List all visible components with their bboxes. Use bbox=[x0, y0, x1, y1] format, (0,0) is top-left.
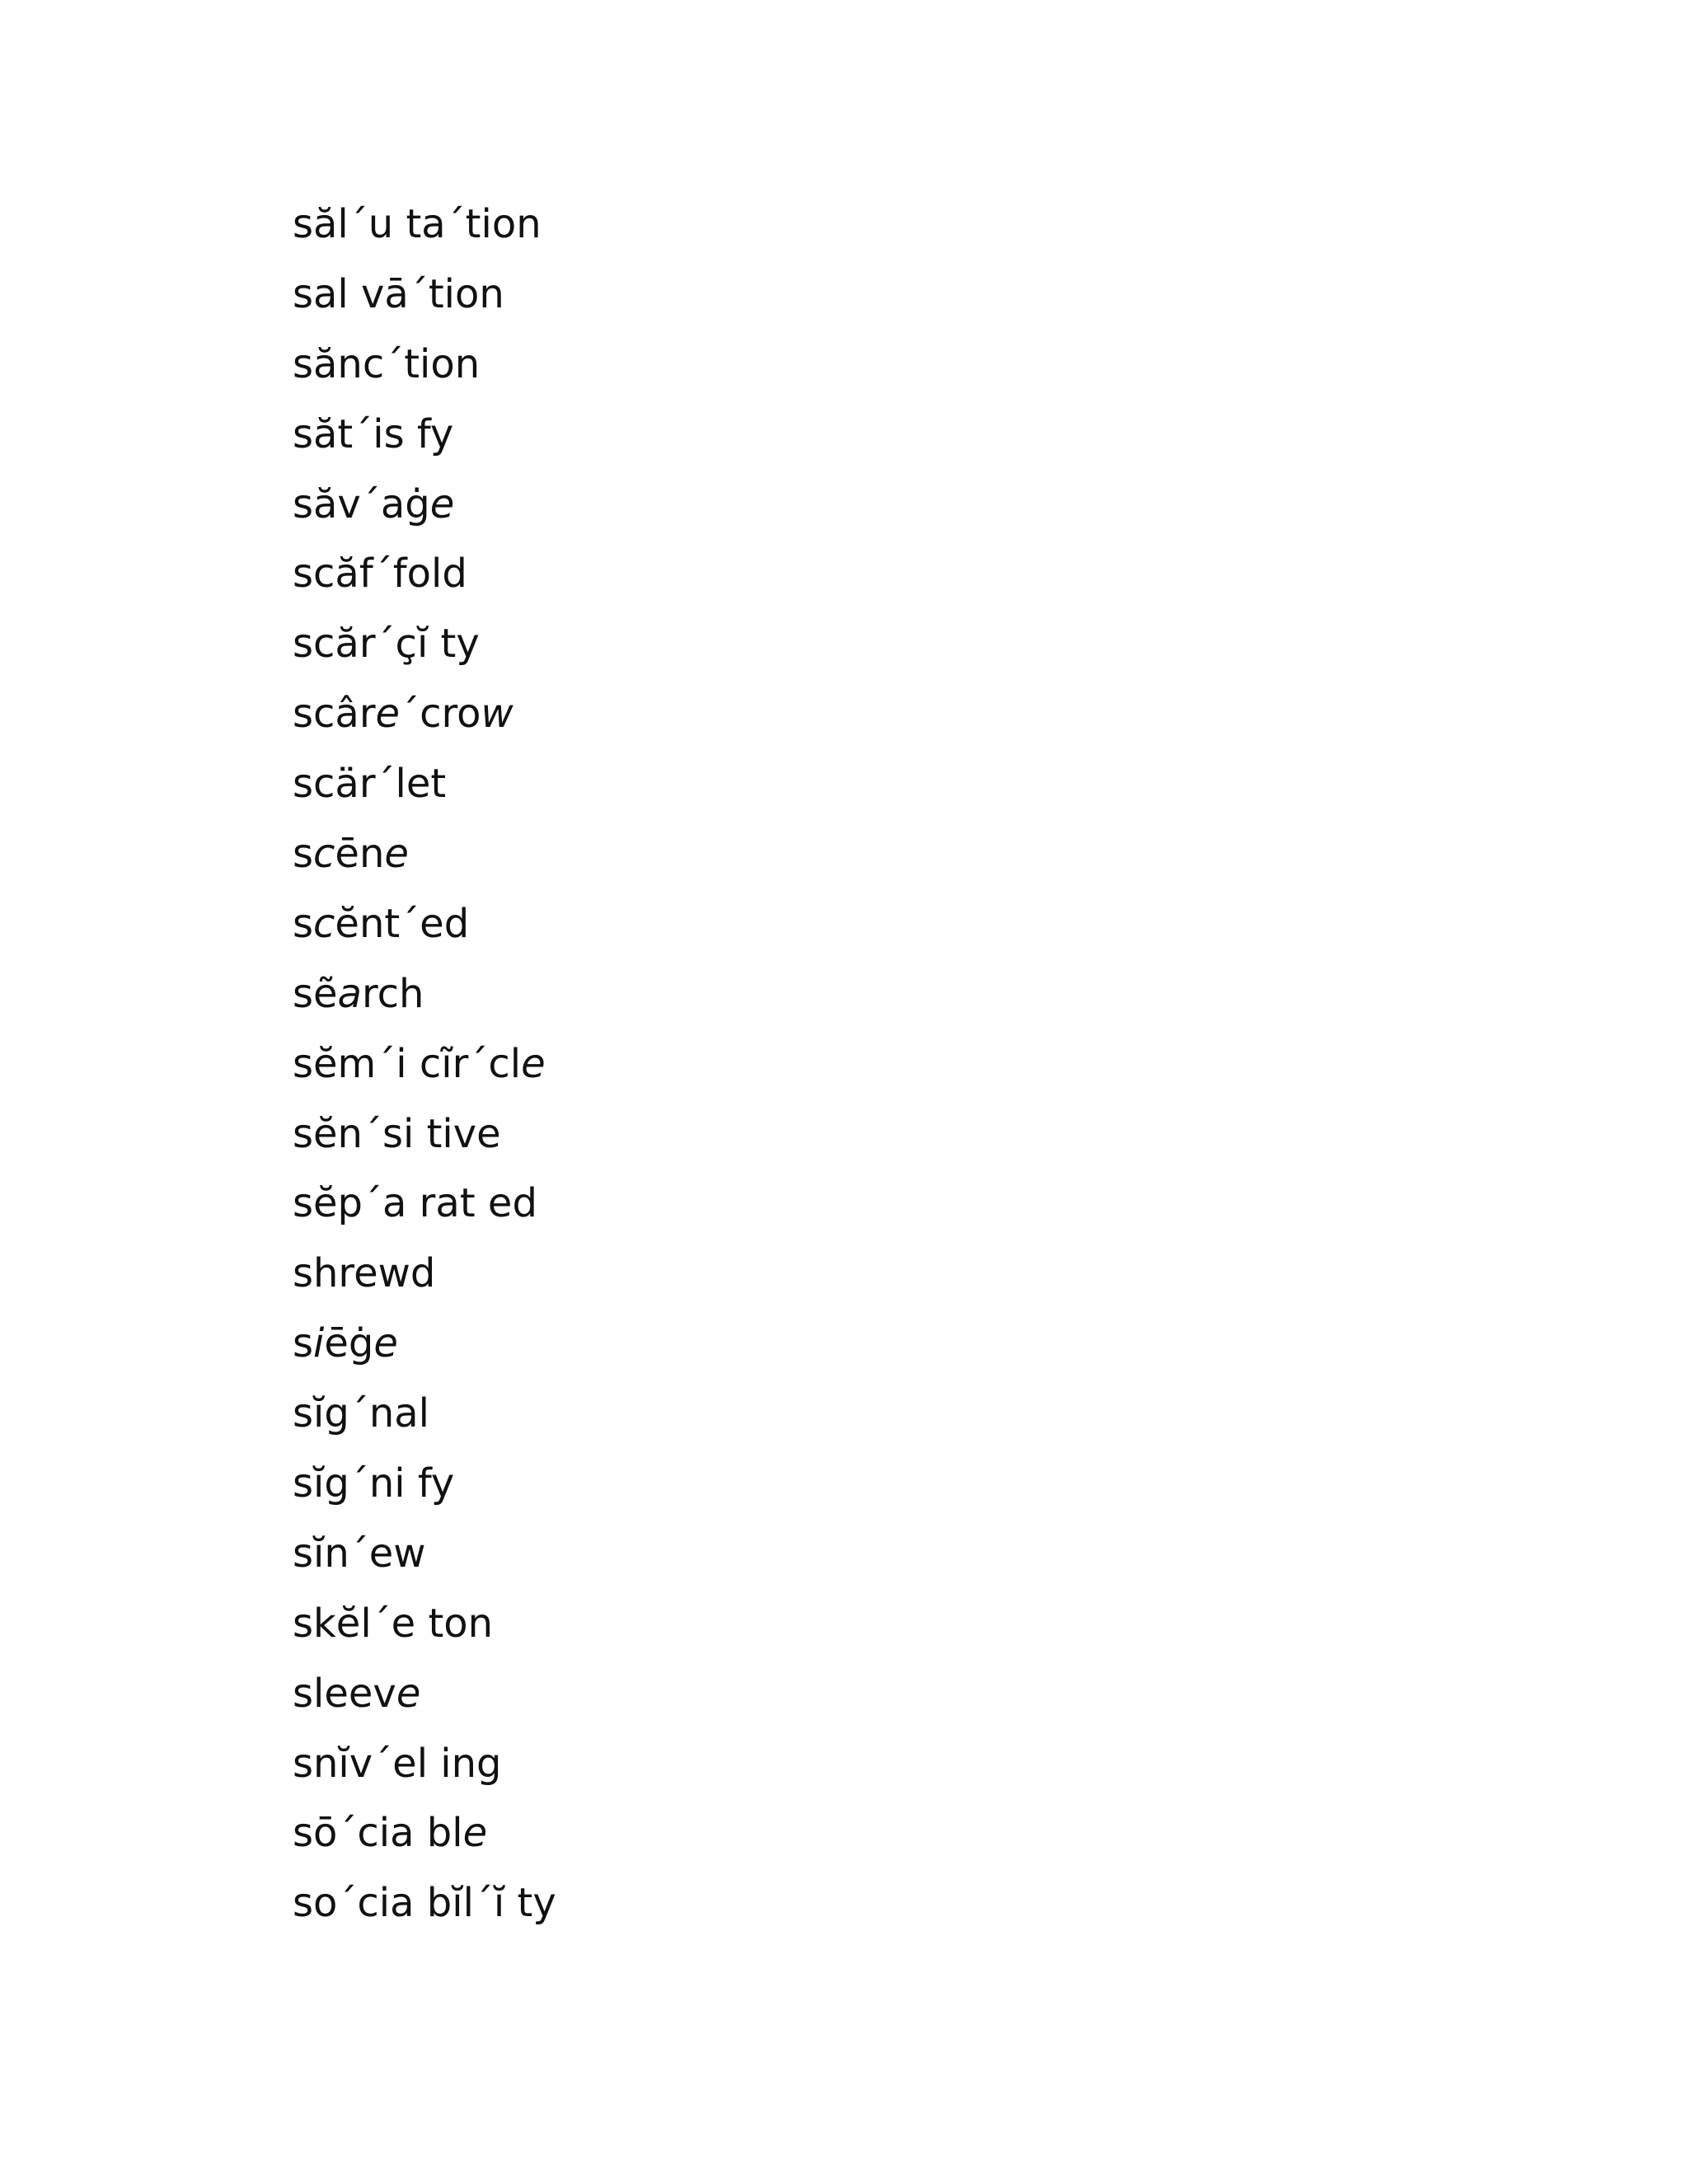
word-entry bbox=[293, 1104, 556, 1174]
word-entry bbox=[293, 1873, 556, 1943]
word-entry bbox=[293, 684, 556, 754]
word-text: shrewd bbox=[293, 1250, 436, 1297]
word-text: săt´is fy bbox=[293, 410, 454, 457]
word-text: sẽ bbox=[293, 970, 338, 1017]
italic-letter: e bbox=[521, 1040, 546, 1087]
word-text: sĭg´ni fy bbox=[293, 1460, 455, 1507]
word-text: s bbox=[293, 1320, 314, 1367]
italic-letter: e bbox=[375, 691, 401, 738]
italic-letter: e bbox=[462, 1810, 488, 1857]
word-entry bbox=[293, 614, 556, 684]
word-text: sănc´tion bbox=[293, 340, 481, 387]
word-entry bbox=[293, 1034, 556, 1104]
word-text: ēġ bbox=[324, 1320, 374, 1367]
word-entry bbox=[293, 1384, 556, 1454]
word-text: sō´cia bl bbox=[293, 1810, 463, 1857]
italic-letter: e bbox=[429, 480, 455, 527]
word-text: sĕp´a rat ed bbox=[293, 1180, 537, 1227]
italic-letter: e bbox=[373, 1320, 398, 1367]
word-list bbox=[293, 194, 556, 1943]
word-entry bbox=[293, 1734, 556, 1804]
word-entry bbox=[293, 335, 556, 405]
word-entry bbox=[293, 265, 556, 335]
word-text: ´cro bbox=[400, 691, 481, 738]
word-entry bbox=[293, 1594, 556, 1664]
word-entry bbox=[293, 1454, 556, 1524]
word-text: rch bbox=[361, 970, 424, 1017]
word-text: scăf´fold bbox=[293, 551, 467, 598]
word-text: sĕm´i cĩr´cl bbox=[293, 1040, 522, 1087]
word-entry bbox=[293, 894, 556, 964]
italic-letter: c bbox=[313, 900, 335, 947]
word-text: ĕnt´ed bbox=[335, 900, 470, 947]
word-text: scâr bbox=[293, 691, 376, 738]
word-text: scär´let bbox=[293, 761, 447, 808]
word-text: s bbox=[293, 900, 314, 947]
word-entry bbox=[293, 1244, 556, 1314]
word-text: sal vā´tion bbox=[293, 270, 504, 317]
word-text: sleev bbox=[293, 1670, 396, 1717]
word-text: so´cia bĭl´ĭ ty bbox=[293, 1880, 556, 1927]
word-text: sĕn´si tive bbox=[293, 1110, 501, 1157]
word-text: scăr´çĭ ty bbox=[293, 621, 480, 668]
italic-letter: i bbox=[313, 1320, 325, 1367]
word-text: sĭg´nal bbox=[293, 1390, 429, 1437]
italic-letter: a bbox=[337, 970, 362, 1017]
word-entry bbox=[293, 824, 556, 894]
word-text: săv´aġ bbox=[293, 480, 430, 527]
italic-letter: w bbox=[481, 691, 513, 738]
word-text: s bbox=[293, 831, 314, 878]
italic-letter: e bbox=[384, 831, 409, 878]
word-entry bbox=[293, 1664, 556, 1734]
word-text: săl´u ta´tion bbox=[293, 201, 542, 247]
word-entry bbox=[293, 1174, 556, 1244]
word-entry bbox=[293, 1803, 556, 1873]
word-text: snĭv´el ing bbox=[293, 1740, 502, 1787]
word-text: ēn bbox=[335, 831, 385, 878]
word-entry bbox=[293, 405, 556, 475]
word-text: skĕl´e ton bbox=[293, 1600, 494, 1647]
word-entry bbox=[293, 1524, 556, 1594]
word-entry bbox=[293, 194, 556, 265]
italic-letter: c bbox=[313, 831, 335, 878]
word-entry bbox=[293, 475, 556, 545]
word-entry bbox=[293, 1314, 556, 1384]
word-text: sĭn´ew bbox=[293, 1530, 426, 1577]
word-entry bbox=[293, 754, 556, 824]
word-entry bbox=[293, 544, 556, 614]
word-entry bbox=[293, 964, 556, 1034]
italic-letter: e bbox=[396, 1670, 421, 1717]
